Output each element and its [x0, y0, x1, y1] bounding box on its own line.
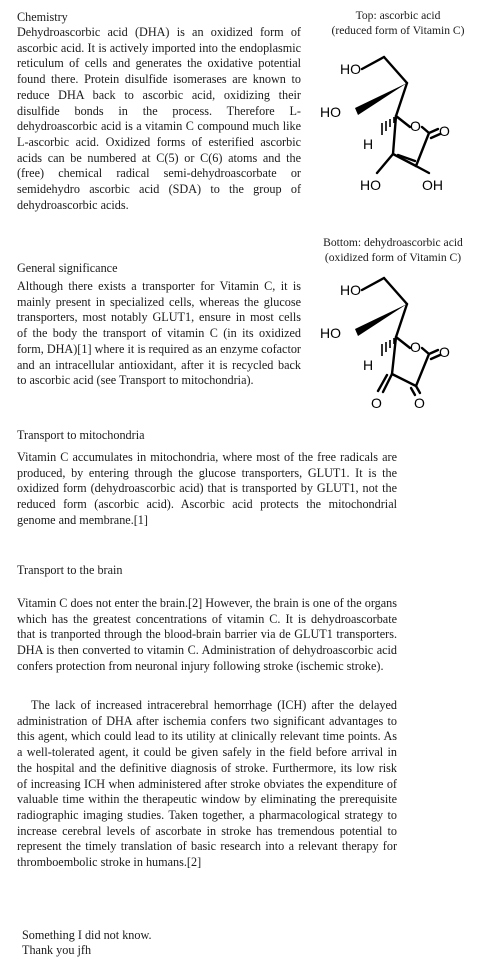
atom-label-o: O: [410, 339, 421, 355]
bottom-figure-caption: [296, 236, 490, 265]
atom-label-h: H: [363, 136, 374, 152]
atom-label-o: O: [414, 395, 425, 411]
atom-label-o: O: [439, 123, 450, 139]
bond: [422, 127, 429, 133]
bond: [429, 350, 438, 354]
bond: [384, 57, 407, 83]
general-significance-paragraph: Although there exists a transporter for Vitamin C, it is mainly present in specialized cells, whereas the glucose transporters, most notably GLUT1, ensure in most cells of the body the transport of vitamin C (in its oxidized form, DHA)[1] where it is required as an enzyme cofactor and an intracellular antioxidant, after it is recycled back to ascorbic acid (see Transport to mitochondria).: [17, 279, 301, 388]
bond: [429, 129, 438, 133]
bond: [416, 166, 429, 173]
atom-label-h: H: [363, 357, 374, 373]
bond: [416, 354, 429, 386]
bond: [362, 57, 384, 69]
chemistry-heading: Chemistry: [17, 10, 68, 24]
atom-label-ho: HO: [340, 61, 361, 77]
bond: [416, 133, 429, 166]
wedge-bond: [355, 83, 407, 115]
bond: [377, 154, 393, 173]
atom-label-ho: HO: [360, 177, 381, 193]
closing-line-1: Something I did not know.: [22, 928, 152, 942]
bond: [396, 337, 410, 348]
bond: [383, 374, 392, 392]
bond: [362, 278, 384, 290]
transport-mitochondria-heading: Transport to mitochondria: [17, 428, 145, 442]
bottom-caption-line2: (oxidized form of Vitamin C): [324, 250, 462, 264]
closing-line-2: Thank you jfh: [22, 943, 92, 957]
transport-mitochondria-paragraph: Vitamin C accumulates in mitochondria, where most of the free radicals are produced, by entering through the glucose transporters, GLUT1. It is the oxidized form (dehydroascorbic acid) that is transported by GLUT1, not the reduced form (ascorbic acid). Ascorbic acid protects the mitochondrial genome and membrane.[1]: [17, 450, 397, 527]
atom-label-o: O: [439, 344, 450, 360]
bond: [392, 374, 416, 386]
ascorbic-acid-structure: [312, 45, 482, 205]
chemistry-paragraph: Dehydroascorbic acid (DHA) is an oxidized form of ascorbic acid. It is actively imported into the endoplasmic reticulum of cells and generates the oxidative potential found there. Protein disulfide isomerases are known to reduce DHA back to ascorbic acid, oxidizing their disulfide bonds in the process. Therefore L-dehydroascorbic acid is a vitamin C compound much like L-ascorbic acid. Oxidized forms of esterified ascorbic acids can be numbered at C(5) or C(6) atoms and the (free) chemical radical semi-dehydroascorbate or semidehydro ascorbic acid (SDA) to the group of dehydroascorbic acids.: [17, 25, 301, 212]
bond: [416, 386, 420, 393]
bottom-caption-line1: Bottom: dehydroascorbic acid: [323, 236, 463, 249]
atom-label-oh: OH: [422, 177, 443, 193]
top-caption-line1: Top: ascorbic acid: [355, 9, 441, 22]
top-figure-caption: [306, 9, 490, 38]
transport-brain-paragraph-2: The lack of increased intracerebral hemorrhage (ICH) after the delayed administration of DHA after ischemia confers two significant advantages to this agent, which could lead to its utility at clinically relevant time points. As a well-tolerated agent, it could be given safely in the field before arrival in the hospital and the definitive diagnosis of stroke. Furthermore, its low risk of increasing ICH when administered after stroke obviates the expenditure of valuable time within the therapeutic window by eliminating the prerequisite radiographic imaging studies. Taken together, a pharmacological strategy to increase cerebral levels of ascorbate in stroke has tremendous potential to represent the timely translation of basic research into a relevant therapy for thromboembolic stroke in humans.[2]: [17, 698, 397, 870]
transport-brain-heading: Transport to the brain: [17, 563, 123, 577]
top-caption-line2: (reduced form of Vitamin C): [331, 23, 465, 37]
atom-label-ho: HO: [320, 325, 341, 341]
atom-label-o: O: [410, 118, 421, 134]
wedge-bond: [355, 304, 407, 336]
bond: [384, 278, 407, 304]
atom-label-ho: HO: [340, 282, 361, 298]
general-significance-heading: General significance: [17, 261, 118, 275]
dehydroascorbic-acid-structure: [312, 268, 482, 418]
atom-label-ho: HO: [320, 104, 341, 120]
bond: [411, 388, 415, 395]
bond: [422, 348, 429, 354]
atom-label-o: O: [371, 395, 382, 411]
transport-brain-paragraph-1: Vitamin C does not enter the brain.[2] However, the brain is one of the organs which has the greatest concentrations of vitamin C. It is dehydroascorbate that is tranported through the blood-brain barrier via de GLUT1 transporters. DHA is then converted to vitamin C. Administration of dehydroascorbic acid confers protection from neuronal injury following stroke (ischemic stroke).: [17, 596, 397, 673]
bond: [396, 116, 410, 127]
